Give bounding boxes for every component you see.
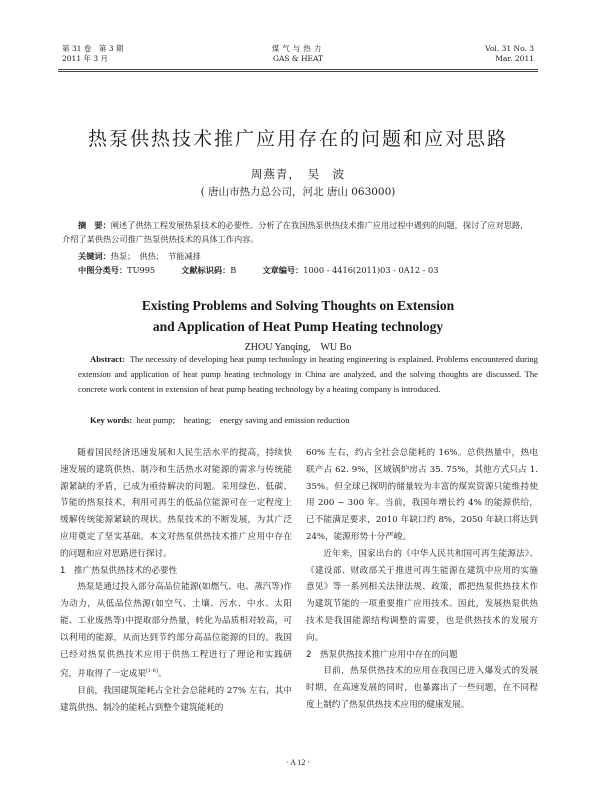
keywords-cn <box>78 251 201 262</box>
doc-code-value: B <box>230 265 237 275</box>
keywords-cn-label: 关键词： <box>78 251 111 261</box>
section-heading-2: 2 热泵供热技术推广应用中存在的问题 <box>306 649 458 660</box>
clc-value: TU995 <box>127 265 156 275</box>
page-number: · A 12 · <box>285 758 311 767</box>
publication-date-cn: 2011 年 3 月 <box>62 54 109 63</box>
keywords-cn-text: 热泵； 供热； 节能减排 <box>110 251 201 261</box>
article-title-en-line1: Existing Problems and Solving Thoughts on Extension <box>141 298 455 313</box>
body-paragraph-end: 。 <box>157 669 167 680</box>
running-header-right <box>485 44 534 64</box>
affiliation-cn: ( 唐山市热力总公司，河北 唐山 063000) <box>200 186 396 198</box>
header-rule-bottom <box>58 71 538 72</box>
abstract-cn-text: 阐述了供热工程发展热泵技术的必要性。分析了在我国热泵供热技术推广应用过程中遇到的问题，探讨了应对思路，介绍了某供热公司推广热泵供热技术的具体工作内容。 <box>62 220 529 244</box>
header-rule-top <box>58 69 538 70</box>
authors-en: ZHOU Yanqing, WU Bo <box>244 342 352 353</box>
article-title-en-line2: and Application of Heat Pump Heating technology <box>152 319 444 334</box>
article-title-en <box>0 295 596 337</box>
body-paragraph: 随着国民经济迅速发展和人民生活水平的提高，持续快速发展的建筑供热、制冷和生活热水对能源的需求与传统能源紧缺的矛盾，已成为亟待解决的问题。采用绿色、低碳、节能的热泵技术，利用可再生的低品位能源可在一定程度上缓解传统能源紧缺的现状。热泵技术的不断发展，为其广泛应用奠定了坚实基础。本文对热泵供热技术推广应用中存在的问题和应对思路进行探讨。 <box>60 448 292 559</box>
classification-line <box>78 265 538 276</box>
body-paragraph: 近年来，国家出台的《中华人民共和国可再生能源法》、《建设部、财政部关于推进可再生能源在建筑中应用的实施意见》等一系列相关法律法规、政策，都把热泵供热技术作为建筑节能的一项重要推广应用技术。因此，发展热泵供热技术是我国能源结构调整的需要，也是供热技术的发展方向。 <box>306 548 538 643</box>
volume-issue: 第 31 卷 第 3 期 <box>62 44 124 53</box>
body-paragraph <box>60 579 292 683</box>
keywords-en-label: Key words: <box>90 415 133 425</box>
publication-date-en: Mar. 2011 <box>495 54 534 63</box>
body-paragraph: 60% 左右，约占全社会总能耗的 16%。总供热量中，热电联产占 62. 9%，区域锅炉房占 35. 75%，其他方式只占 1. 35%。但全球已探明的储量较为丰富的煤炭资源只能维持使用 200 ~ 300 年。当前，我国年增长约 4% 的能源供给，已不能满足要求，2010 年缺口约 8%，2050 年缺口将达到 24%，能源形势十分严峻。 <box>306 448 538 542</box>
journal-name-cn: 煤气与热力 <box>271 44 325 53</box>
journal-name-en: GAS & HEAT <box>272 54 323 63</box>
doc-code-label: 文献标识码： <box>181 265 231 275</box>
article-no-label: 文章编号： <box>262 265 304 275</box>
clc-label: 中图分类号： <box>78 265 128 275</box>
body-paragraph-text: 热泵是通过投入部分高品位能源(如燃气、电、蒸汽等)作为动力，从低品位热源(如空气、土壤、污水、中水、太阳能、工业废热等)中提取部分热量，转化为品质相对较高，可以利用的能源，从而达到节约部分高品位能源的目的。我国已经对热泵供热技术应用于供热工程进行了理论和实践研究，并取得了一定成果 <box>60 582 292 680</box>
authors-cn: 周燕青， 吴 波 <box>250 167 346 181</box>
citation-ref: [1-6] <box>145 668 158 675</box>
section-heading-1: 1 推广热泵供热技术的必要性 <box>60 565 178 576</box>
body-paragraph: 目前，我国建筑能耗占全社会总能耗的 27% 左右，其中建筑供热、制冷的能耗占到整个建筑能耗的 <box>60 686 292 713</box>
abstract-en <box>78 352 538 398</box>
abstract-en-label: Abstract: <box>90 354 125 364</box>
body-column-left <box>60 445 292 717</box>
body-paragraph: 目前，热泵供热技术的应用在我国已进入爆发式的发展时期，在高速发展的同时，也暴露出了一些问题，在不同程度上制约了热泵供热技术应用的健康发展。 <box>306 666 538 710</box>
article-title-cn: 热泵供热技术推广应用存在的问题和应对思路 <box>87 128 508 150</box>
abstract-cn <box>62 218 536 246</box>
keywords-en <box>78 414 350 426</box>
abstract-en-text: The necessity of developing heat pump technology in heating engineering is explained. Problems encountered during extension and application of heat pump heating technology in China are analyzed, and the solving thoughts are discussed. The concrete work content in extension of heat pump heating technology by a heating company is introduced. <box>78 354 538 395</box>
abstract-cn-label: 摘 要： <box>78 220 111 230</box>
body-column-right <box>306 445 538 714</box>
article-no-value: 1000 - 4416(2011)03 - 0A12 - 03 <box>303 265 439 275</box>
volume-issue-en: Vol. 31 No. 3 <box>485 44 534 53</box>
keywords-en-text: heat pump; heating; energy saving and emission reduction <box>136 415 350 425</box>
